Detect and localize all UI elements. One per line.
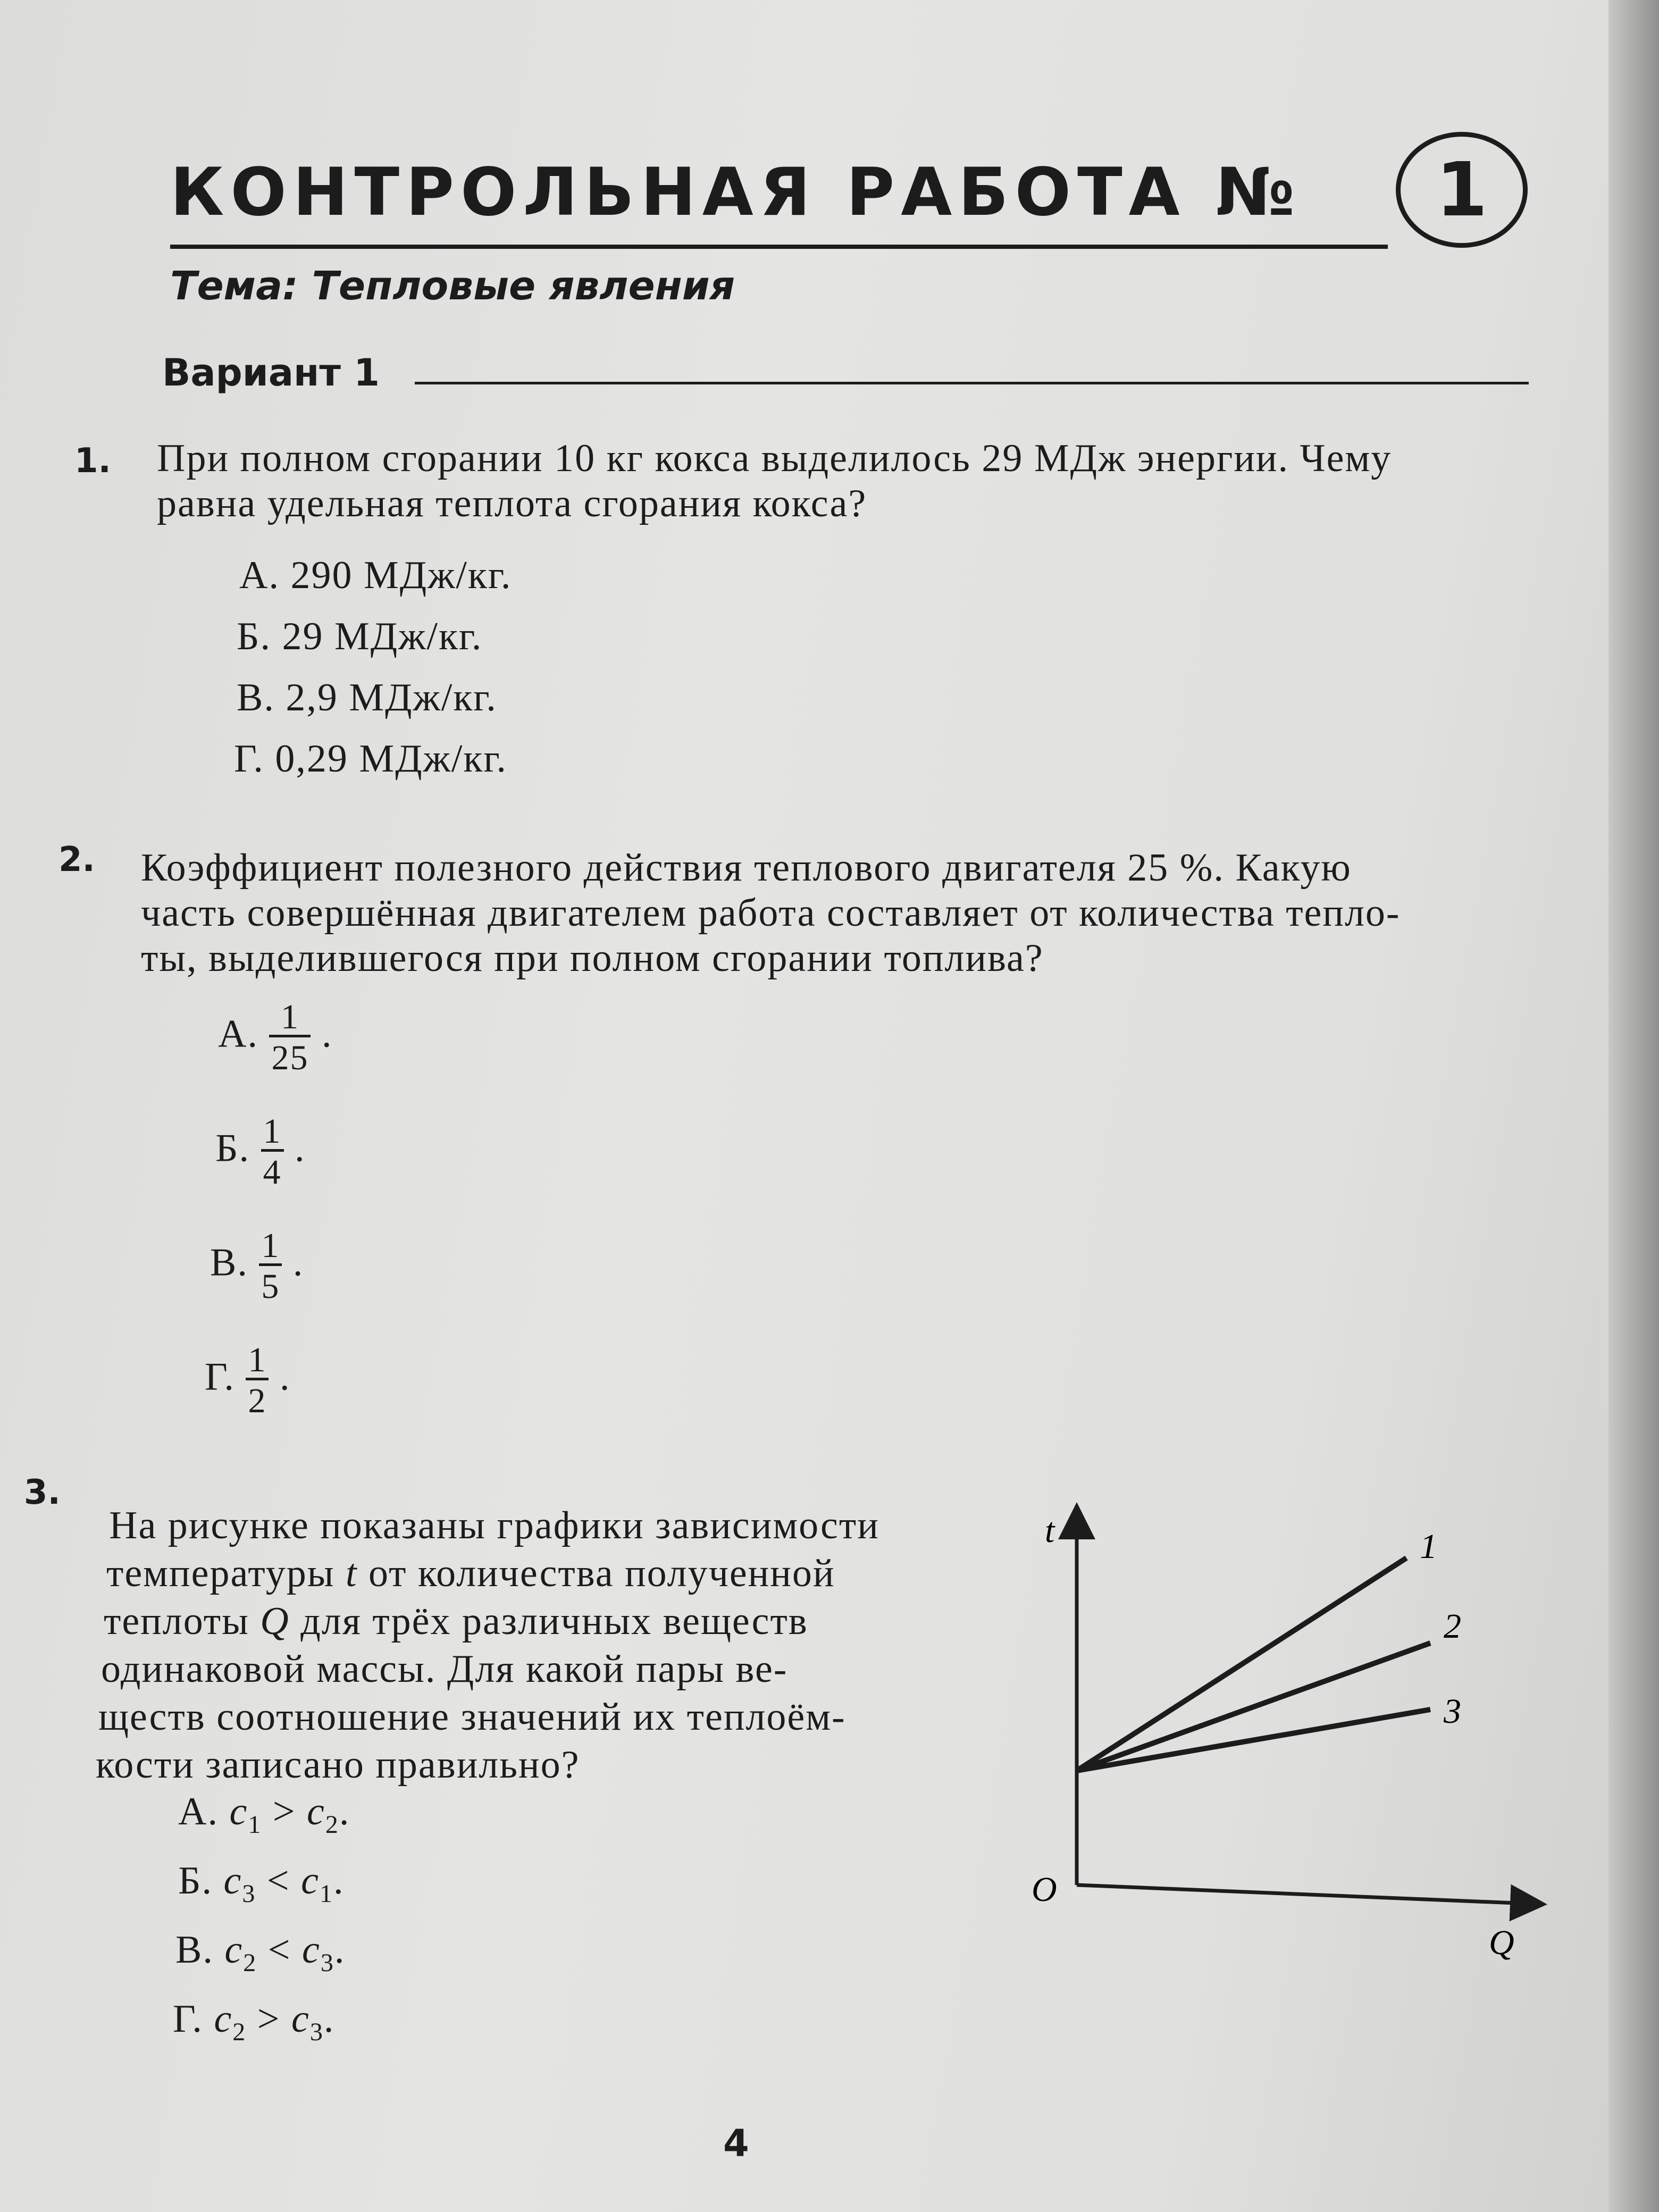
question-3-line: одинаковой массы. Для какой пары ве- — [101, 1647, 788, 1691]
q3-option-b[interactable]: Б. $c_3 < c_1$. — [178, 1859, 345, 1908]
question-3-line: температуры t от количества полученной — [106, 1552, 835, 1595]
q3-option-v[interactable]: В. $c_2 < c_3$. — [175, 1928, 346, 1977]
graph-line-3 — [1077, 1710, 1430, 1771]
page-shadow-edge — [1608, 0, 1659, 2212]
y-axis-label: t — [1045, 1511, 1055, 1550]
x-axis-label: Q — [1489, 1923, 1514, 1962]
page-number: 4 — [723, 2122, 749, 2165]
x-axis — [1077, 1885, 1529, 1904]
fraction: $\frac{1}{2}$ — [246, 1343, 269, 1419]
question-2-line: Коэффициент полезного действия теплового двигателя 25 %. Какую — [141, 846, 1352, 890]
name-blank-line[interactable] — [415, 382, 1529, 384]
question-number-1: 1. — [74, 441, 111, 481]
q2-option-g[interactable]: Г. $\frac{1}{2}$ . — [205, 1340, 291, 1420]
q2-option-b[interactable]: Б. $\frac{1}{4}$ . — [215, 1112, 306, 1192]
question-3-line: теплоты Q для трёх различных веществ — [104, 1599, 808, 1643]
option-letter: Г. — [205, 1355, 235, 1399]
q3-option-a[interactable]: А. $c_1 > c_2$. — [178, 1790, 350, 1839]
line-label-1: 1 — [1420, 1527, 1437, 1566]
fraction: $\frac{1}{5}$ — [259, 1228, 282, 1304]
question-2-line: ты, выделившегося при полном сгорании топлива? — [141, 936, 1044, 980]
question-1-line: равна удельная теплота сгорания кокса? — [157, 482, 867, 525]
line-label-3: 3 — [1444, 1692, 1461, 1731]
q1-option-b[interactable]: Б. 29 МДж/кг. — [237, 615, 483, 658]
title-underline — [170, 245, 1388, 249]
origin-label: O — [1032, 1870, 1057, 1909]
question-number-2: 2. — [58, 840, 95, 879]
question-3-line: На рисунке показаны графики зависимости — [109, 1504, 879, 1547]
graph-line-1 — [1077, 1558, 1406, 1771]
q1-option-v[interactable]: В. 2,9 МДж/кг. — [237, 676, 497, 719]
question-1-line: При полном сгорании 10 кг кокса выделилось 29 МДж энергии. Чему — [157, 437, 1392, 480]
graph-line-2 — [1077, 1643, 1430, 1771]
q1-option-g[interactable]: Г. 0,29 МДж/кг. — [234, 737, 507, 781]
q1-option-a[interactable]: А. 290 МДж/кг. — [239, 554, 512, 597]
option-letter: А. — [218, 1012, 258, 1056]
option-letter: Б. — [215, 1126, 250, 1170]
temperature-heat-graph — [1010, 1499, 1569, 1978]
q2-option-v[interactable]: В. $\frac{1}{5}$ . — [210, 1226, 304, 1306]
q2-option-a[interactable]: А. $\frac{1}{25}$ . — [218, 998, 333, 1077]
topic-line: Тема: Тепловые явления — [170, 263, 735, 309]
fraction: $\frac{1}{25}$ — [269, 1000, 311, 1076]
option-letter: В. — [210, 1241, 248, 1285]
question-2-line: часть совершённая двигателем работа составляет от количества тепло- — [141, 891, 1401, 935]
question-number-3: 3. — [24, 1473, 61, 1512]
work-number-badge: 1 — [1396, 132, 1528, 248]
q3-option-g[interactable]: Г. $c_2 > c_3$. — [173, 1997, 335, 2046]
line-label-2: 2 — [1444, 1607, 1461, 1646]
question-3-line: ществ соотношение значений их теплоём- — [98, 1695, 846, 1739]
question-3-line: кости записано правильно? — [96, 1743, 580, 1787]
page-title: КОНТРОЛЬНАЯ РАБОТА № — [170, 154, 1302, 231]
variant-label: Вариант 1 — [162, 351, 380, 395]
fraction: $\frac{1}{4}$ — [261, 1114, 284, 1190]
